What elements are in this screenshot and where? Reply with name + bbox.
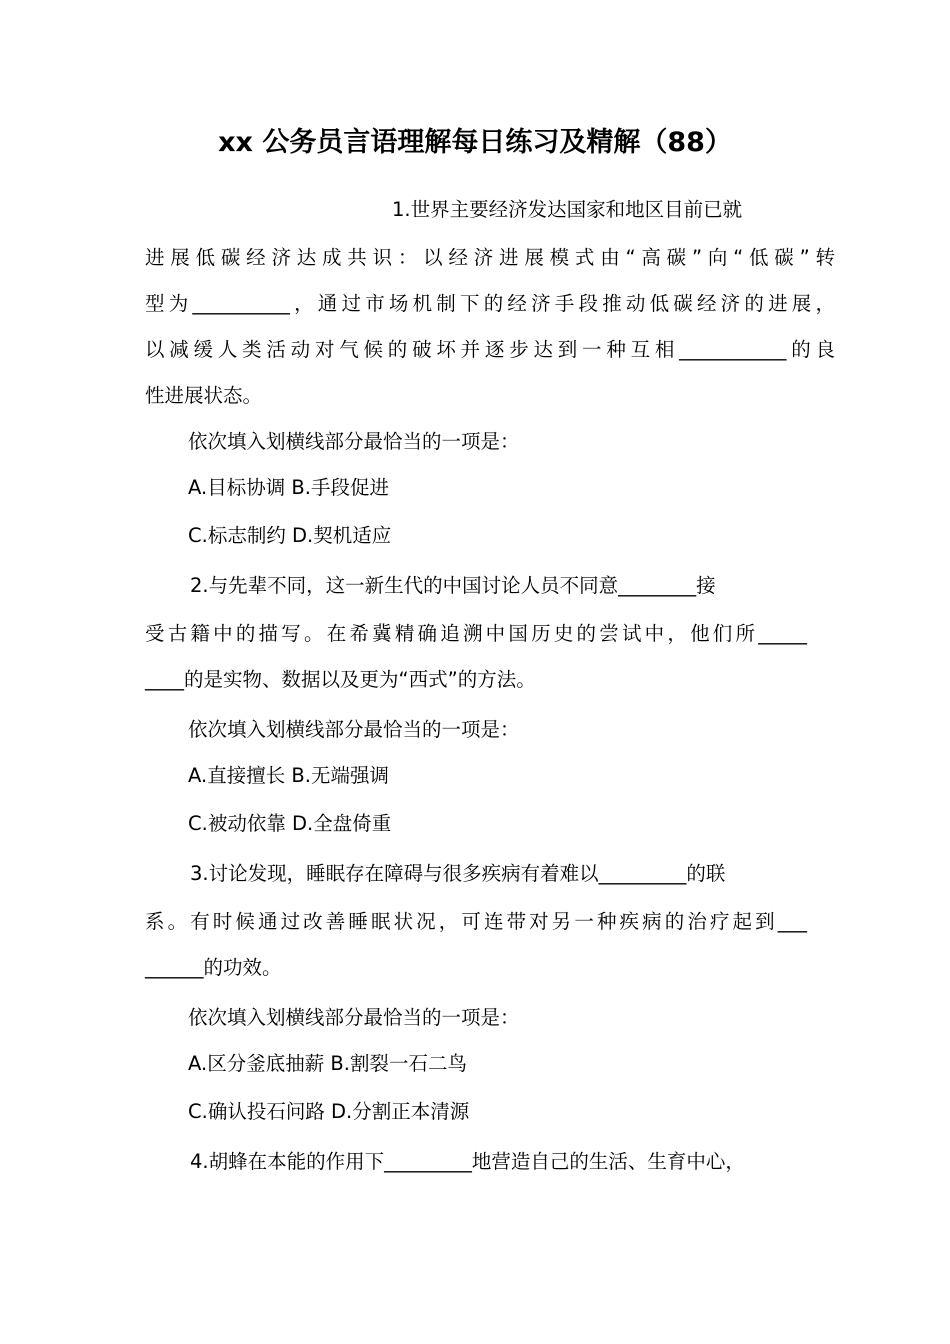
q3-prompt: 依次填入划横线部分最恰当的一项是： xyxy=(188,1006,520,1029)
q1-line-1: 1.世界主要经济发达国家和地区目前已就 xyxy=(392,198,743,221)
q1-line-2: 进展低碳经济达成共识：以经济进展模式由“高碳”向“低碳”转 xyxy=(145,246,835,269)
q1-prompt: 依次填入划横线部分最恰当的一项是： xyxy=(188,430,520,453)
q1-options-cd: C.标志制约 D.契机适应 xyxy=(188,524,392,547)
q2-options-ab: A.直接擅长 B.无端强调 xyxy=(188,764,389,787)
q2-prompt: 依次填入划横线部分最恰当的一项是： xyxy=(188,718,520,741)
q4-line-1: 4.胡蜂在本能的作用下_________地营造自己的生活、生育中心， xyxy=(190,1150,745,1173)
page-title: xx 公务员言语理解每日练习及精解（88） xyxy=(218,127,732,158)
q3-options-cd: C.确认投石问路 D.分割正本清源 xyxy=(188,1100,470,1123)
q1-line-5: 性进展状态。 xyxy=(145,384,263,407)
q1-line-4: 以减缓人类活动对气候的破坏并逐步达到一种互相___________的良 xyxy=(145,338,835,361)
q3-options-ab: A.区分釜底抽薪 B.割裂一石二鸟 xyxy=(188,1052,467,1075)
q3-line-1: 3.讨论发现，睡眠存在障碍与很多疾病有着难以_________的联 xyxy=(190,862,726,885)
q2-line-1: 2.与先辈不同，这一新生代的中国讨论人员不同意________接 xyxy=(190,574,716,597)
q1-line-3: 型为__________，通过市场机制下的经济手段推动低碳经济的进展， xyxy=(145,292,835,315)
q2-line-2: 受古籍中的描写。在希冀精确追溯中国历史的尝试中，他们所_____ xyxy=(145,622,807,645)
q1-options-ab: A.目标协调 B.手段促进 xyxy=(188,476,389,499)
q3-line-2: 系。有时候通过改善睡眠状况，可连带对另一种疾病的治疗起到___ xyxy=(145,910,807,933)
q3-line-3: ______的功效。 xyxy=(145,956,282,979)
q2-options-cd: C.被动依靠 D.全盘倚重 xyxy=(188,812,392,835)
q2-line-3: ____的是实物、数据以及更为“西式”的方法。 xyxy=(145,668,536,691)
